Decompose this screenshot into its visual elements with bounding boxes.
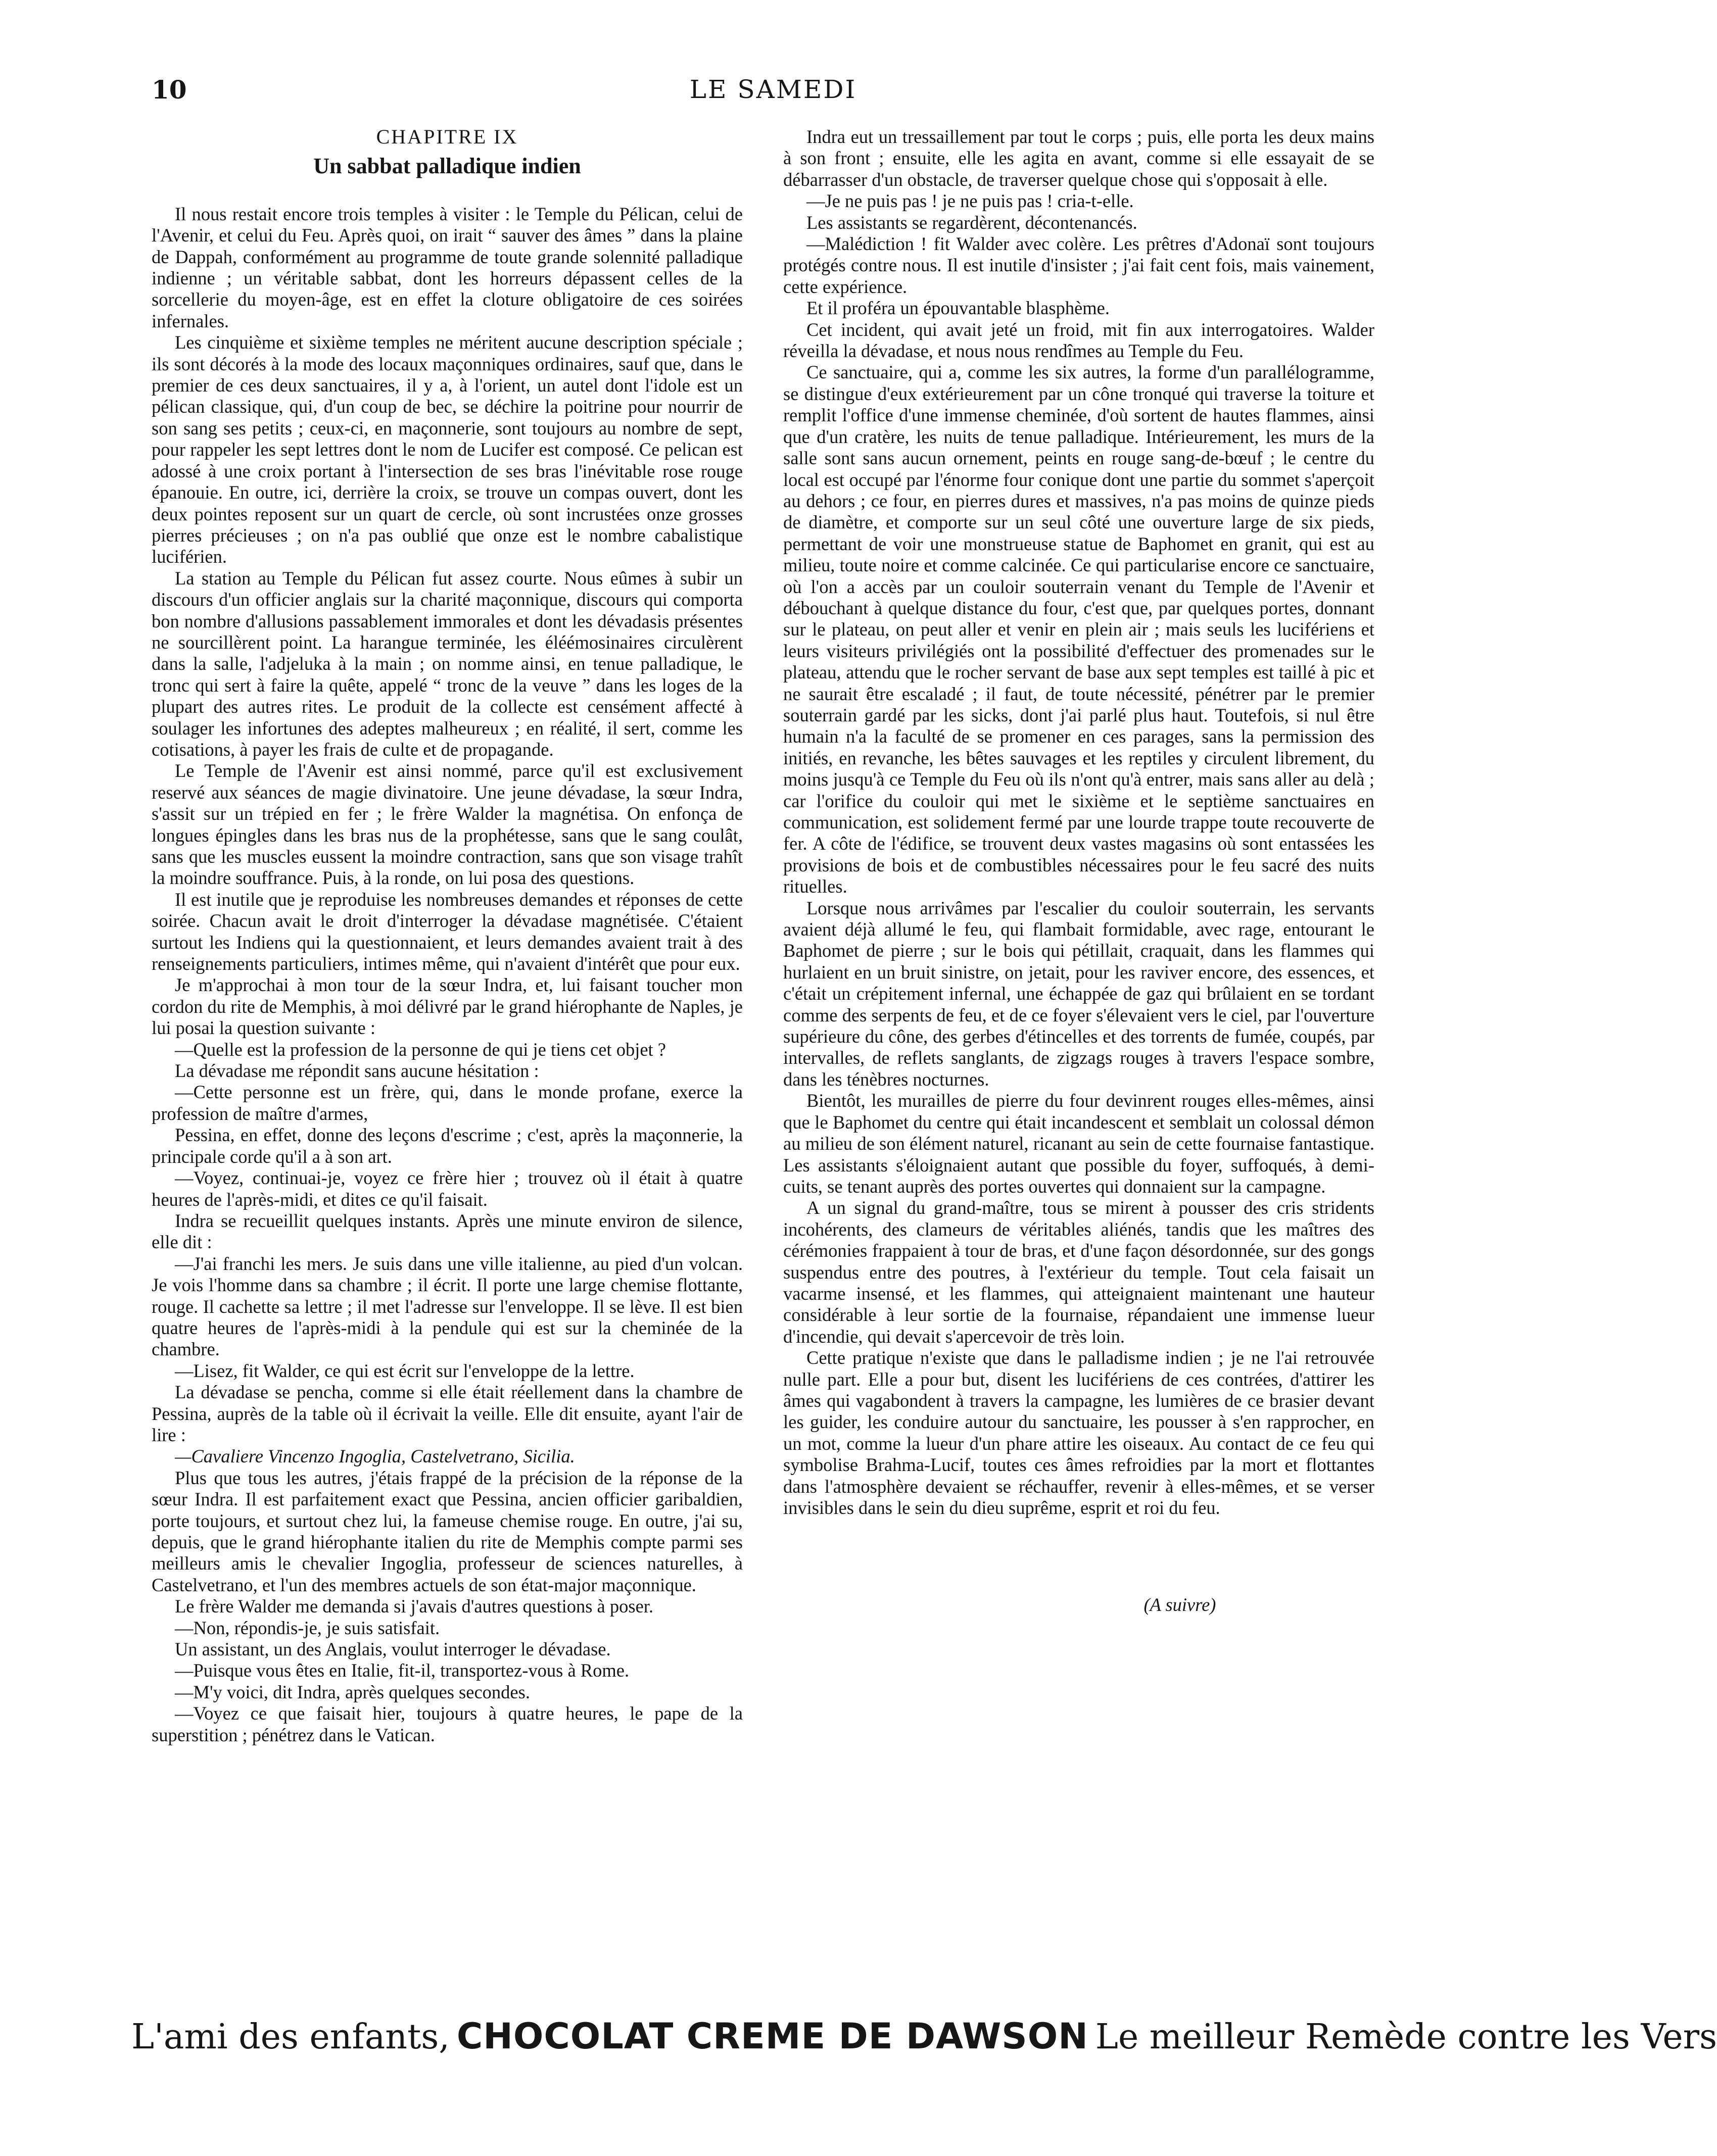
paragraph: A un signal du grand-maître, tous se mirent à pousser des cris stridents incohérents, des clameurs de véritables aliénés, tandis que les maîtres des cérémonies frappaient à tour de bras, et d'une façon désordonnée, sur des gongs suspendus entre des poutres, à l'extérieur du temple. Tout cela faisait un vacarme insensé, et les flammes, qui atteignaient maintenant une hauteur considérable à leur sortie de la fournaise, répandaient une immense lueur d'incendie, qui devait s'apercevoir de très loin. <box>783 1197 1374 1347</box>
running-title: LE SAMEDI <box>689 75 857 104</box>
paragraph: —J'ai franchi les mers. Je suis dans une ville italienne, au pied d'un volcan. Je vois l'homme dans sa chambre ; il écrit. Il porte une large chemise flottante, rouge. Il cachette sa lettre ; il met l'adresse sur l'enveloppe. Il se lève. Il est bien quatre heures de l'après-midi à la pendule qui est sur la cheminée de la chambre. <box>152 1253 743 1360</box>
paragraph: —Quelle est la profession de la personne de qui je tiens cet objet ? <box>175 1039 666 1060</box>
ad-brand: CHOCOLAT CREME DE DAWSON <box>456 2016 1088 2057</box>
page-number: 10 <box>152 75 187 105</box>
paragraph: —Puisque vous êtes en Italie, fit-il, transportez-vous à Rome. <box>175 1660 630 1681</box>
paragraph: —Malédiction ! fit Walder avec colère. Les prêtres d'Adonaï sont toujours protégés contre nous. Il est inutile d'insister ; j'ai fait cent fois, mais vainement, cette expérience. <box>783 233 1374 297</box>
paragraph: —Voyez, continuai-je, voyez ce frère hier ; trouvez où il était à quatre heures de l'après-midi, et dites ce qu'il faisait. <box>152 1167 743 1210</box>
chapter-title: Un sabbat palladique indien <box>313 154 581 179</box>
paragraph: Indra se recueillit quelques instants. Après une minute environ de silence, elle dit : <box>152 1210 743 1253</box>
paragraph: —Voyez ce que faisait hier, toujours à quatre heures, le pape de la superstition ; pénétrez dans le Vatican. <box>152 1703 743 1745</box>
paragraph: Cette pratique n'existe que dans le palladisme indien ; je ne l'ai retrouvée nulle part. Elle a pour but, disent les lucifériens de ces contrées, d'attirer les âmes qui vagabondent à travers la campagne, les lumières de ce brasier devant les guider, les conduire autour du sanctuaire, les pousser à s'en rapprocher, en un mot, comme la lueur d'un phare attire les oiseaux. Au contact de ce feu qui symbolise Brahma-Lucif, toutes ces âmes refroidies par la mort et flottantes dans l'atmosphère devaient se réchauffer, revenir à elles-mêmes, et se verser invisibles dans le sein du dieu suprême, esprit et roi du feu. <box>783 1347 1374 1518</box>
paragraph: Je m'approchai à mon tour de la sœur Indra, et, lui faisant toucher mon cordon du rite de Memphis, à moi délivré par le grand hiérophante de Naples, je lui posai la question suivante : <box>152 974 743 1039</box>
paragraph: Ce sanctuaire, qui a, comme les six autres, la forme d'un parallélogramme, se distingue d'eux extérieurement par un cône tronqué qui traverse la toiture et remplit l'office d'une immense cheminée, d'où sortent de hautes flammes, ainsi que d'un cratère, les nuits de tenue palladique. Intérieurement, les murs de la salle sont sans aucun ornement, peints en rouge sang-de-bœuf ; le centre du local est occupé par l'énorme four conique dont une partie du sommet s'aperçoit au dehors ; ce four, en pierres dures et massives, n'a pas moins de quinze pieds de diamètre, et comporte sur un seul côté une ouverture large de six pieds, permettant de voir une monstrueuse statue de Baphomet en granit, qui est au milieu, toute noire et comme calcinée. Ce qui particularise encore ce sanctuaire, où l'on a accès par un couloir souterrain venant du Temple de l'Avenir et débouchant à quelque distance du four, c'est que, par quelques portes, donnant sur le plateau, on peut aller et venir en plein air ; mais seuls les lucifériens et leurs visiteurs privilégiés ont la possibilité d'effectuer des promenades sur le plateau, attendu que le rocher servant de base aux sept temples est taillé à pic et ne saurait être escaladé ; il faut, de toute nécessité, pénétrer par le premier souterrain gardé par les sicks, dont j'ai parlé plus haut. Toutefois, si nul être humain n'a la faculté de se promener en ces parages, sans la permission des initiés, en revanche, les bêtes sauvages et les reptiles y circulent librement, du moins jusqu'à ce Temple du Feu où ils n'ont qu'à entrer, mais sans aller au delà ; car l'orifice du couloir qui met le sixième et le septième sanctuaires en communication, est solidement fermé par une lourde trappe toute recouverte de fer. A côte de l'édifice, se trouvent deux vastes magasins où sont entassées les provisions de bois et de combustibles nécessaires pour le feu sacré des nuits rituelles. <box>783 362 1374 897</box>
paragraph: Plus que tous les autres, j'étais frappé de la précision de la réponse de la sœur Indra. Il est parfaitement exact que Pessina, ancien officier garibaldien, porte toujours, et surtout chez lui, la fameuse chemise rouge. En outre, j'ai su, depuis, que le grand hiérophante italien du rite de Memphis compte parmi ses meilleurs amis le chevalier Ingoglia, professeur de sciences naturelles, à Castelvetrano, et l'un des membres actuels de son état-major maçonnique. <box>152 1467 743 1595</box>
paragraph: Bientôt, les murailles de pierre du four devinrent rouges elles-mêmes, ainsi que le Baphomet du centre qui était incandescent et semblait un colossal démon au milieu de son élément naturel, ricanant au sein de cette fournaise fantastique. Les assistants s'éloignaient autant que possible du foyer, suffoqués, à demi-cuits, se tenant auprès des portes ouvertes qui donnaient sur la campagne. <box>783 1090 1374 1197</box>
paragraph: —Non, répondis-je, je suis satisfait. <box>175 1617 440 1638</box>
paragraph: —Cavaliere Vincenzo Ingoglia, Castelvetrano, Sicilia. <box>175 1446 575 1467</box>
ad-tagline-left: L'ami des enfants, <box>131 2017 450 2057</box>
to-be-continued: (A suivre) <box>1143 1594 1216 1615</box>
chapter-label: CHAPITRE IX <box>376 125 518 148</box>
paragraph: —Cette personne est un frère, qui, dans le monde profane, exerce la profession de maître d'armes, <box>152 1082 743 1124</box>
paragraph: Les assistants se regardèrent, décontenancés. <box>806 212 1137 233</box>
paragraph: Cet incident, qui avait jeté un froid, mit fin aux interrogatoires. Walder réveilla la dévadase, et nous nous rendîmes au Temple du Feu. <box>783 319 1374 362</box>
paragraph: Les cinquième et sixième temples ne méritent aucune description spéciale ; ils sont décorés à la mode des locaux maçonniques ordinaires, sauf que, dans le premier de ces deux sanctuaires, il y a, à l'orient, un autel dont l'idole est un pélican classique, qui, d'un coup de bec, se déchire la poitrine pour nourrir de son sang ses petits ; ceux-ci, en maçonnerie, sont toujours au nombre de sept, pour rappeler les sept lettres dont le nom de Lucifer est composé. Ce pelican est adossé à une croix portant à l'intersection de ses bras l'inévitable rose rouge épanouie. En outre, ici, derrière la croix, se trouve un compas ouvert, dont les deux pointes reposent sur un quart de cercle, où sont incrustées onze grosses pierres précieuses ; on n'a pas oublié que onze est le nombre cabalistique luciférien. <box>152 332 743 567</box>
paragraph: Le frère Walder me demanda si j'avais d'autres questions à poser. <box>175 1596 654 1617</box>
paragraph: La dévadase me répondit sans aucune hésitation : <box>175 1060 539 1082</box>
page-header <box>152 75 1395 110</box>
paragraph: Le Temple de l'Avenir est ainsi nommé, parce qu'il est exclusivement reservé aux séances de magie divinatoire. Une jeune dévadase, la sœur Indra, s'assit sur un trépied en fer ; le frère Walder la magnétisa. On enfonça de longues épingles dans les bras nus de la prophétesse, sans que le sang coulât, sans que les muscles eussent la moindre contraction, sans que son visage trahît la moindre souffrance. Puis, à la ronde, on lui posa des questions. <box>152 760 743 889</box>
paragraph: Pessina, en effet, donne des leçons d'escrime ; c'est, après la maçonnerie, la principale corde qu'il a à son art. <box>152 1124 743 1167</box>
left-column <box>152 126 743 1965</box>
paragraph: —Je ne puis pas ! je ne puis pas ! cria-t-elle. <box>806 190 1134 212</box>
paragraph: Il nous restait encore trois temples à visiter : le Temple du Pélican, celui de l'Avenir, et celui du Feu. Après quoi, on irait “ sauver des âmes ” dans la plaine de Dappah, conformément au programme de toute grande solennité palladique indienne ; un véritable sabbat, dont les horreurs dépassent celles de la sorcellerie du moyen-âge, est en effet la cloture obligatoire de ces soirées infernales. <box>152 203 743 331</box>
paragraph: Il est inutile que je reproduise les nombreuses demandes et réponses de cette soirée. Chacun avait le droit d'interroger la dévadase magnétisée. C'étaient surtout les Indiens qui la questionnaient, et leurs demandes avaient trait à des renseignements particuliers, intimes même, qui n'avaient d'intérêt que pour eux. <box>152 889 743 974</box>
paragraph: Et il proféra un épouvantable blasphème. <box>806 298 1110 319</box>
paragraph: La station au Temple du Pélican fut assez courte. Nous eûmes à subir un discours d'un officier anglais sur la charité maçonnique, discours qui comporta bon nombre d'allusions passablement immorales et dont les dévadasis présentes ne sourcillèrent point. La harangue terminée, les éléémosinaires circulèrent dans la salle, l'adjeluka à la main ; on nomme ainsi, en tenue palladique, le tronc qui sert à faire la quête, appelé “ tronc de la veuve ” dans les loges de la plupart des autres rites. Le produit de la collecte est censément affecté à soulager les infortunes des adeptes malheureux ; en réalité, il sert, comme les cotisations, à payer les frais de culte et de propagande. <box>152 567 743 760</box>
footer-advertisement <box>131 2016 1717 2071</box>
ad-tagline-right: Le meilleur Remède contre les Vers <box>1095 2017 1717 2057</box>
paragraph: Indra eut un tressaillement par tout le corps ; puis, elle porta les deux mains à son front ; ensuite, elle les agita en avant, comme si elle essayait de se débarrasser d'un obstacle, de traverser quelque chose qui s'opposait à elle. <box>783 126 1374 190</box>
paragraph: —Lisez, fit Walder, ce qui est écrit sur l'enveloppe de la lettre. <box>175 1360 635 1381</box>
paragraph: Lorsque nous arrivâmes par l'escalier du couloir souterrain, les servants avaient déjà allumé le feu, qui flambait formidable, avec rage, entourant le Baphomet de pierre ; sur le bois qui pétillait, craquait, dans les flammes qui hurlaient en un bruit sinistre, on jetait, pour les raviver encore, des essences, et c'était un crépitement infernal, une échappée de gaz qui brûlaient en se tordant comme des serpents de feu, et de ce foyer s'élevaient vers le ciel, par l'ouverture supérieure du cône, des gerbes d'étincelles et des torrents de fumée, coupés, par intervalles, de reflets sanglants, de zigzags rouges à travers l'espace sombre, dans les ténèbres nocturnes. <box>783 897 1374 1090</box>
paragraph: La dévadase se pencha, comme si elle était réellement dans la chambre de Pessina, auprès de la table où il écrivait la veille. Elle dit ensuite, ayant l'air de lire : <box>152 1382 743 1445</box>
right-column <box>783 126 1374 1965</box>
paragraph: Un assistant, un des Anglais, voulut interroger le dévadase. <box>175 1639 611 1660</box>
paragraph: —M'y voici, dit Indra, après quelques secondes. <box>175 1681 530 1702</box>
